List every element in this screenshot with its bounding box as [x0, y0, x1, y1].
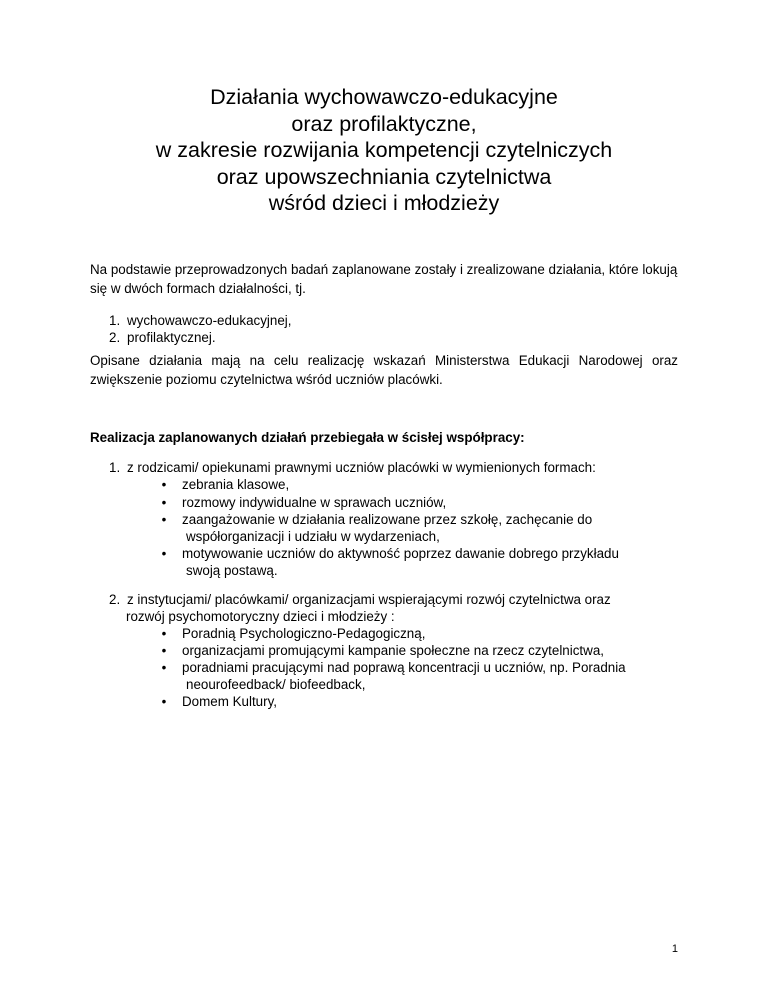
bullet-text-continuation: neourofeedback/ biofeedback,: [186, 677, 366, 692]
bullet-icon: •: [161, 660, 167, 675]
title-line: wśród dzieci i młodzieży: [268, 191, 500, 215]
list-text: z instytucjami/ placówkami/ organizacjami wspierającymi rozwój czytelnictwa oraz: [127, 592, 611, 607]
title-line: w zakresie rozwijania kompetencji czytelniczych: [155, 138, 613, 162]
bullet-text: poradniami pracującymi nad poprawą koncentracji u uczniów, np. Poradnia: [182, 660, 626, 675]
section-heading: Realizacja zaplanowanych działań przebiegała w ścisłej współpracy:: [90, 430, 525, 445]
bullet-text-continuation: współorganizacji i udziału w wydarzeniach,: [186, 529, 440, 544]
list-number: 1.: [109, 460, 121, 475]
title-line: Działania wychowawczo-edukacyjne: [210, 85, 558, 109]
bullet-icon: •: [161, 643, 167, 658]
bullet-icon: •: [161, 546, 167, 561]
bullet-text-continuation: swoją postawą.: [186, 563, 278, 578]
document-title: [0, 84, 768, 217]
page-number: 1: [671, 943, 678, 955]
list-text: wychowawczo-edukacyjnej,: [127, 313, 292, 328]
list-number: 2.: [109, 592, 121, 607]
title-line: oraz upowszechniania czytelnictwa: [216, 164, 552, 189]
bullet-text: zaangażowanie w działania realizowane przez szkołę, zachęcanie do: [182, 512, 593, 527]
bullet-icon: •: [161, 495, 167, 510]
goal-paragraph: Opisane działania mają na celu realizację wskazań Ministerstwa Edukacji Narodowej oraz zwiększenie poziomu czytelnictwa wśród uczniów placówki.: [90, 353, 678, 387]
bullet-text: organizacjami promującymi kampanie społeczne na rzecz czytelnictwa,: [182, 643, 604, 658]
intro-paragraph: Na podstawie przeprowadzonych badań zaplanowane zostały i zrealizowane działania, które lokują się w dwóch formach działalności, tj.: [90, 262, 678, 296]
bullet-text: Poradnią Psychologiczno-Pedagogiczną,: [182, 626, 426, 641]
bullet-text: zebrania klasowe,: [182, 477, 290, 492]
list-text: profilaktycznej.: [127, 330, 216, 345]
bullet-icon: •: [161, 477, 167, 492]
list-text-continuation: rozwój psychomotoryczny dzieci i młodzieży :: [126, 609, 395, 624]
bullet-text: motywowanie uczniów do aktywność poprzez dawanie dobrego przykładu: [182, 546, 619, 561]
bullet-icon: •: [161, 694, 167, 709]
bullet-icon: •: [161, 512, 167, 527]
title-line: oraz profilaktyczne,: [291, 111, 477, 136]
list-text: z rodzicami/ opiekunami prawnymi uczniów placówki w wymienionych formach:: [127, 460, 596, 475]
list-number: 1.: [109, 313, 121, 328]
bullet-text: rozmowy indywidualne w sprawach uczniów,: [182, 495, 447, 510]
bullet-icon: •: [161, 626, 167, 641]
bullet-text: Domem Kultury,: [182, 694, 277, 709]
list-number: 2.: [109, 330, 121, 345]
